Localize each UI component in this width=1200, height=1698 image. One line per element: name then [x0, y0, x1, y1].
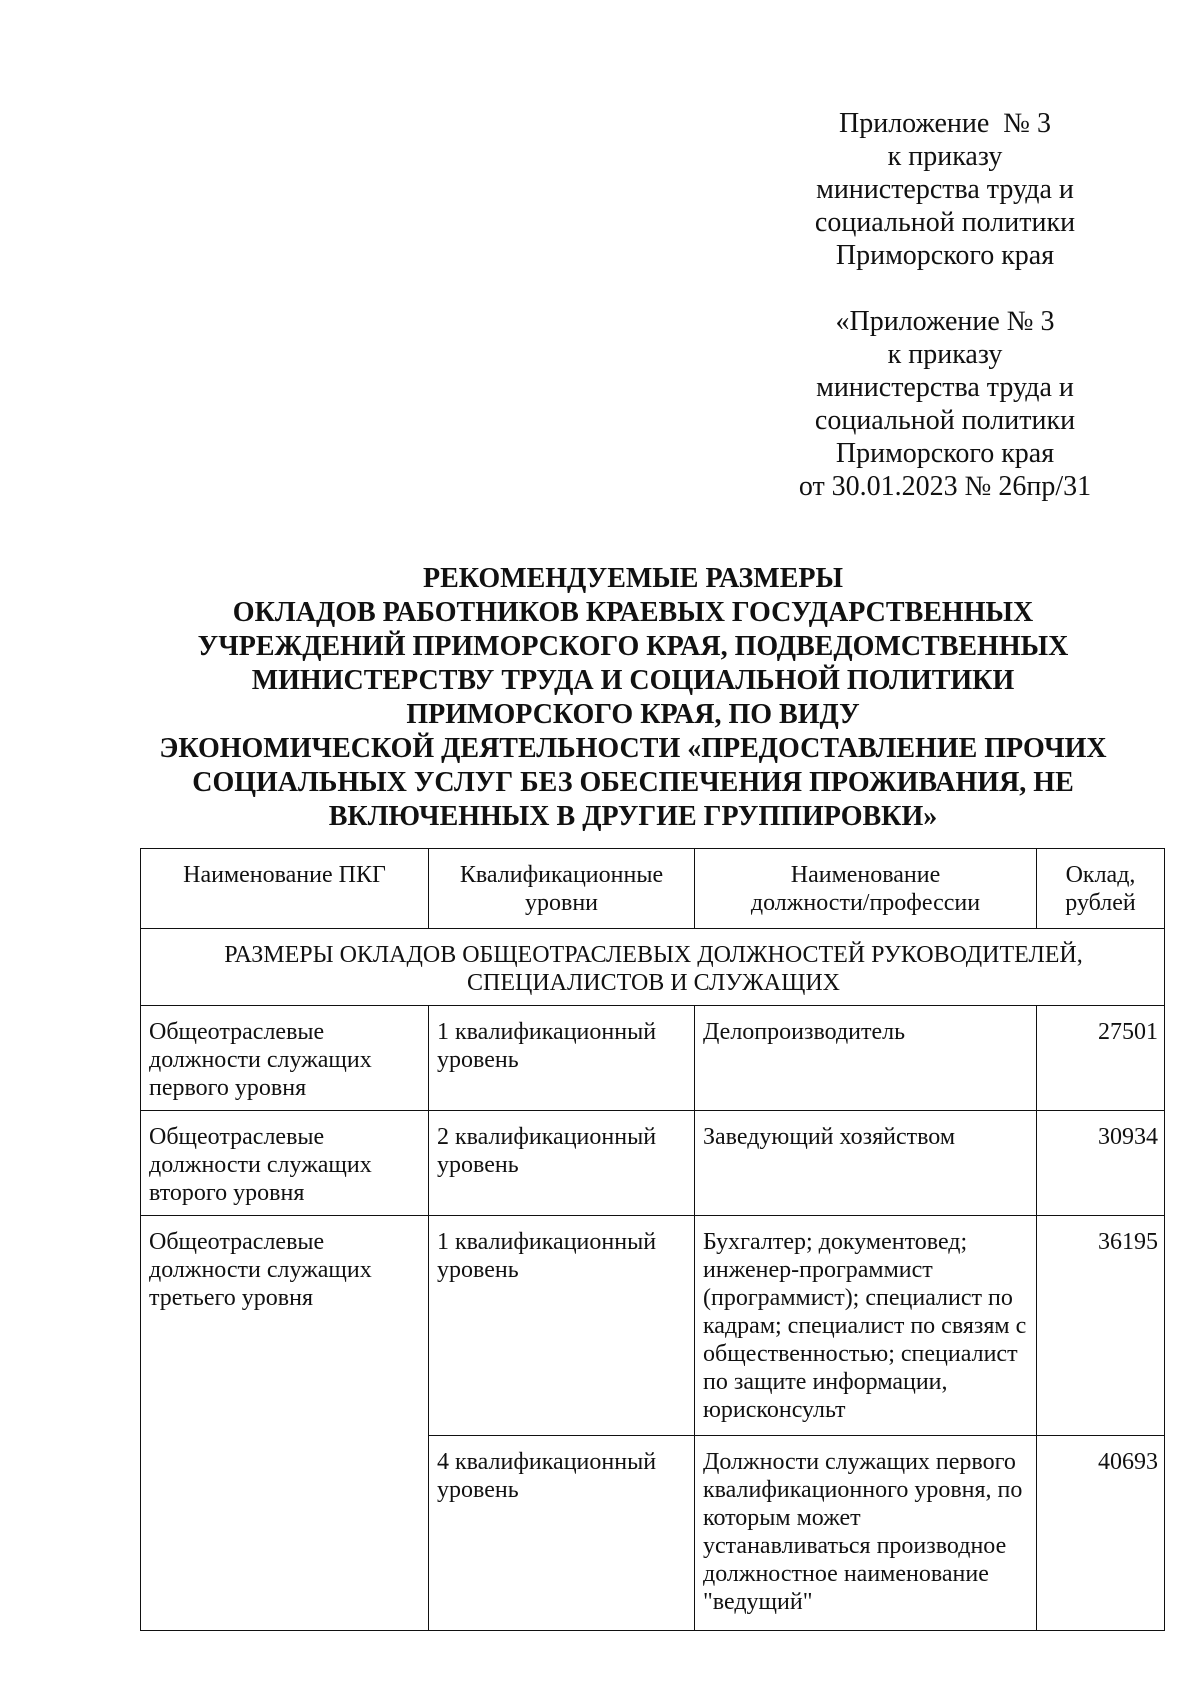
column-header-pkg: Наименование ПКГ [141, 849, 429, 929]
salary-table [140, 848, 1165, 1631]
position-cell: Заведующий хозяйством [695, 1111, 1037, 1216]
salary-cell: 36195 [1037, 1216, 1165, 1436]
column-header-position: Наименование должности/профессии [695, 849, 1037, 929]
qualification-level-cell: 1 квалификационный уровень [429, 1216, 695, 1436]
table-header-row [141, 849, 1165, 929]
table-row [141, 1111, 1165, 1216]
salary-cell: 40693 [1037, 1436, 1165, 1631]
pkg-cell: Общеотраслевые должности служащих второго уровня [141, 1111, 429, 1216]
column-header-salary: Оклад, рублей [1037, 849, 1165, 929]
pkg-cell: Общеотраслевые должности служащих первого уровня [141, 1006, 429, 1111]
pkg-cell: Общеотраслевые должности служащих третьего уровня [141, 1216, 429, 1631]
document-title: РЕКОМЕНДУЕМЫЕ РАЗМЕРЫ ОКЛАДОВ РАБОТНИКОВ КРАЕВЫХ ГОСУДАРСТВЕННЫХ УЧРЕЖДЕНИЙ ПРИМОРСКОГО КРАЯ, ПОДВЕДОМСТВЕННЫХ МИНИСТЕРСТВУ ТРУДА И СОЦИАЛЬНОЙ ПОЛИТИКИ ПРИМОРСКОГО КРАЯ, ПО ВИДУ ЭКОНОМИЧЕСКОЙ ДЕЯТЕЛЬНОСТИ «ПРЕДОСТАВЛЕНИЕ ПРОЧИХ СОЦИАЛЬНЫХ УСЛУГ БЕЗ ОБЕСПЕЧЕНИЯ ПРОЖИВАНИЯ, НЕ ВКЛЮЧЕННЫХ В ДРУГИЕ ГРУППИРОВКИ» [159, 563, 1107, 832]
salary-cell: 30934 [1037, 1111, 1165, 1216]
column-header-qualification-levels: Квалификационные уровни [429, 849, 695, 929]
salary-cell: 27501 [1037, 1006, 1165, 1111]
qualification-level-cell: 4 квалификационный уровень [429, 1436, 695, 1631]
position-cell: Делопроизводитель [695, 1006, 1037, 1111]
section-title: РАЗМЕРЫ ОКЛАДОВ ОБЩЕОТРАСЛЕВЫХ ДОЛЖНОСТЕЙ РУКОВОДИТЕЛЕЙ, СПЕЦИАЛИСТОВ И СЛУЖАЩИХ [141, 929, 1165, 1006]
appendix-header-current: Приложение № 3 к приказу министерства труда и социальной политики Приморского края [814, 108, 1076, 271]
position-cell: Бухгалтер; документовед; инженер-программист (программист); специалист по кадрам; специалист по связям с общественностью; специалист по защите информации, юрисконсульт [695, 1216, 1037, 1436]
qualification-level-cell: 2 квалификационный уровень [429, 1111, 695, 1216]
appendix-header-original: «Приложение № 3 к приказу министерства труда и социальной политики Приморского края от 30.01.2023 № 26пр/31 [798, 306, 1092, 502]
section-row [141, 929, 1165, 1006]
position-cell: Должности служащих первого квалификационного уровня, по которым может устанавливаться производное должностное наименование "ведущий" [695, 1436, 1037, 1631]
table-row [141, 1006, 1165, 1111]
qualification-level-cell: 1 квалификационный уровень [429, 1006, 695, 1111]
table-row [141, 1216, 1165, 1436]
